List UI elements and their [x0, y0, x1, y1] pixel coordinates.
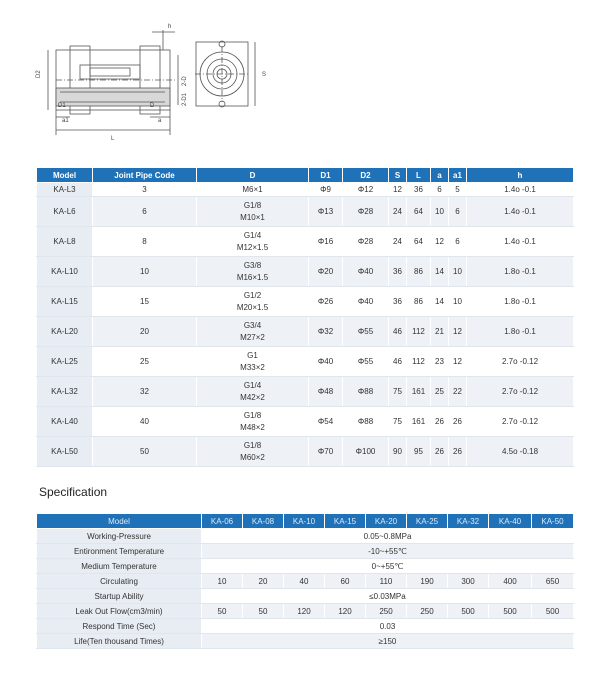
cell-d-line2: M10×1 — [240, 212, 265, 222]
cell-l: 86 — [407, 287, 431, 317]
cell-a: 12 — [431, 227, 449, 257]
cell-model: KA-L3 — [37, 183, 93, 197]
cell-a1: 10 — [449, 287, 467, 317]
spec-header-ka40: KA-40 — [489, 514, 532, 529]
spec-label: Leak Out Flow(cm3/min) — [37, 604, 202, 619]
label-d1: D1 — [58, 103, 66, 109]
spec-value: 0~+55℃ — [202, 559, 574, 574]
cell-a1: 10 — [449, 257, 467, 287]
spec-value: 650 — [532, 574, 574, 589]
spec-label: Working-Pressure — [37, 529, 202, 544]
cell-d — [197, 227, 309, 257]
cell-d-line1: G3/8 — [243, 260, 262, 270]
cell-d1: Φ13 — [309, 197, 343, 227]
label-d2: D2 — [36, 70, 42, 78]
cell-d2: Φ88 — [343, 407, 389, 437]
cell-a: 6 — [431, 183, 449, 197]
spec-value: 120 — [325, 604, 366, 619]
cell-d — [197, 437, 309, 467]
cell-a: 14 — [431, 257, 449, 287]
cell-l: 112 — [407, 317, 431, 347]
cell-l: 64 — [407, 227, 431, 257]
cell-d1: Φ20 — [309, 257, 343, 287]
cell-d-line2: M20×1.5 — [236, 302, 269, 312]
table-row — [37, 257, 574, 287]
spec-value: ≥150 — [202, 634, 574, 649]
cell-h: 2.7o -0.12 — [467, 347, 574, 377]
cell-d1: Φ16 — [309, 227, 343, 257]
cell-code: 3 — [93, 183, 197, 197]
spec-label: Medium Temperature — [37, 559, 202, 574]
cell-code: 6 — [93, 197, 197, 227]
cell-l: 36 — [407, 183, 431, 197]
cell-d-line2: M16×1.5 — [236, 272, 269, 282]
spec-header-ka10: KA-10 — [284, 514, 325, 529]
spec-value: -10~+55℃ — [202, 544, 574, 559]
spec-value: 40 — [284, 574, 325, 589]
spec-value: 20 — [243, 574, 284, 589]
spec-value: 120 — [284, 604, 325, 619]
cell-d — [197, 347, 309, 377]
spec-label: Respond Time (Sec) — [37, 619, 202, 634]
cell-d2: Φ12 — [343, 183, 389, 197]
spec-row-leak-out-flow — [37, 604, 574, 619]
spec-value: 110 — [366, 574, 407, 589]
spec-row-circulating — [37, 574, 574, 589]
table-row — [37, 227, 574, 257]
cell-d1: Φ32 — [309, 317, 343, 347]
label-l: L — [111, 136, 115, 142]
cell-model: KA-L32 — [37, 377, 93, 407]
spec-header-row — [37, 514, 574, 529]
cell-d2: Φ55 — [343, 347, 389, 377]
cell-a1: 22 — [449, 377, 467, 407]
spec-value: 500 — [532, 604, 574, 619]
cell-d1: Φ54 — [309, 407, 343, 437]
technical-drawing — [0, 0, 600, 160]
col-header-a: a — [431, 168, 449, 183]
cell-s: 36 — [389, 257, 407, 287]
cell-d-line1: G1/8 — [243, 440, 262, 450]
cell-d-line1: G1/8 — [243, 200, 262, 210]
cell-d-line1: G3/4 — [243, 320, 262, 330]
col-header-s: S — [389, 168, 407, 183]
col-header-h: h — [467, 168, 574, 183]
cell-code: 40 — [93, 407, 197, 437]
cell-model: KA-L40 — [37, 407, 93, 437]
spec-header-model: Model — [37, 514, 202, 529]
spec-header-ka15: KA-15 — [325, 514, 366, 529]
cell-s: 46 — [389, 347, 407, 377]
cell-s: 46 — [389, 317, 407, 347]
cell-d-line1: G1/2 — [243, 290, 262, 300]
dimensions-table — [36, 167, 574, 467]
table-row — [37, 437, 574, 467]
cell-a1: 6 — [449, 197, 467, 227]
cell-a: 25 — [431, 377, 449, 407]
cell-s: 90 — [389, 437, 407, 467]
cell-s: 75 — [389, 377, 407, 407]
cell-h: 1.4o -0.1 — [467, 183, 574, 197]
cell-d2: Φ28 — [343, 197, 389, 227]
cell-h: 2.7o -0.12 — [467, 377, 574, 407]
cell-d1: Φ70 — [309, 437, 343, 467]
cell-a1: 12 — [449, 347, 467, 377]
cell-d1: Φ26 — [309, 287, 343, 317]
cell-d — [197, 377, 309, 407]
cell-d2: Φ100 — [343, 437, 389, 467]
spec-value: 500 — [489, 604, 532, 619]
cell-code: 8 — [93, 227, 197, 257]
cell-l: 86 — [407, 257, 431, 287]
spec-header-ka50: KA-50 — [532, 514, 574, 529]
spec-label: Circulating — [37, 574, 202, 589]
cell-a: 26 — [431, 407, 449, 437]
spec-value: 0.03 — [202, 619, 574, 634]
cell-d2: Φ40 — [343, 287, 389, 317]
col-header-joint-pipe-code: Joint Pipe Code — [93, 168, 197, 183]
spec-value: 60 — [325, 574, 366, 589]
table-row — [37, 377, 574, 407]
col-header-d1: D1 — [309, 168, 343, 183]
cell-a1: 12 — [449, 317, 467, 347]
spec-label: Startup Ability — [37, 589, 202, 604]
spec-row-life — [37, 634, 574, 649]
cell-a: 14 — [431, 287, 449, 317]
spec-header-ka20: KA-20 — [366, 514, 407, 529]
cell-d-line1: G1/8 — [243, 410, 262, 420]
spec-header-ka06: KA-06 — [202, 514, 243, 529]
cell-a1: 5 — [449, 183, 467, 197]
spec-label: Life(Ten thousand Times) — [37, 634, 202, 649]
spec-label: Entironment Temperature — [37, 544, 202, 559]
spec-value: 50 — [202, 604, 243, 619]
cell-h: 1.8o -0.1 — [467, 317, 574, 347]
col-header-model: Model — [37, 168, 93, 183]
cell-d2: Φ40 — [343, 257, 389, 287]
cell-model: KA-L10 — [37, 257, 93, 287]
cell-a1: 6 — [449, 227, 467, 257]
cell-h: 1.4o -0.1 — [467, 197, 574, 227]
label-a1: a1 — [62, 118, 69, 124]
cell-d — [197, 197, 309, 227]
cell-d — [197, 317, 309, 347]
spec-value: 250 — [366, 604, 407, 619]
label-h: h — [168, 24, 172, 30]
cell-code: 15 — [93, 287, 197, 317]
label-2d1: 2-D1 — [182, 92, 188, 106]
cell-d-line1: G1/4 — [243, 230, 262, 240]
cell-h: 1.8o -0.1 — [467, 287, 574, 317]
cell-s: 36 — [389, 287, 407, 317]
cell-s: 24 — [389, 227, 407, 257]
label-a: a — [158, 118, 162, 124]
cell-d2: Φ55 — [343, 317, 389, 347]
cell-a: 10 — [431, 197, 449, 227]
cell-d2: Φ28 — [343, 227, 389, 257]
spec-row-respond-time — [37, 619, 574, 634]
cell-model: KA-L50 — [37, 437, 93, 467]
spec-value: 250 — [407, 604, 448, 619]
cell-l: 64 — [407, 197, 431, 227]
cell-h: 1.4o -0.1 — [467, 227, 574, 257]
cell-model: KA-L6 — [37, 197, 93, 227]
cell-code: 25 — [93, 347, 197, 377]
specification-table — [36, 513, 574, 649]
col-header-a1: a1 — [449, 168, 467, 183]
cell-d-line2: M48×2 — [240, 422, 265, 432]
label-2d: 2-D — [182, 76, 188, 86]
cell-code: 50 — [93, 437, 197, 467]
spec-header-ka32: KA-32 — [448, 514, 489, 529]
table-row — [37, 183, 574, 197]
spec-value: 300 — [448, 574, 489, 589]
table-row — [37, 197, 574, 227]
dimensions-header-row — [37, 168, 574, 183]
cell-h: 4.5o -0.18 — [467, 437, 574, 467]
cell-a: 23 — [431, 347, 449, 377]
cell-s: 75 — [389, 407, 407, 437]
spec-value: ≤0.03MPa — [202, 589, 574, 604]
cell-d — [197, 257, 309, 287]
spec-value: 0.05~0.8MPa — [202, 529, 574, 544]
cell-model: KA-L25 — [37, 347, 93, 377]
spec-header-ka08: KA-08 — [243, 514, 284, 529]
cell-d — [197, 407, 309, 437]
spec-header-ka25: KA-25 — [407, 514, 448, 529]
cell-d-line2: M27×2 — [240, 332, 265, 342]
label-s: S — [262, 72, 267, 78]
cell-code: 32 — [93, 377, 197, 407]
cell-code: 20 — [93, 317, 197, 347]
spec-row-environment-temperature — [37, 544, 574, 559]
cell-l: 161 — [407, 377, 431, 407]
cell-h: 1.8o -0.1 — [467, 257, 574, 287]
spec-value: 50 — [243, 604, 284, 619]
cell-model: KA-L20 — [37, 317, 93, 347]
cell-s: 12 — [389, 183, 407, 197]
cell-code: 10 — [93, 257, 197, 287]
cell-a: 26 — [431, 437, 449, 467]
cell-h: 2.7o -0.12 — [467, 407, 574, 437]
label-d: D — [150, 103, 155, 109]
col-header-l: L — [407, 168, 431, 183]
spec-value: 10 — [202, 574, 243, 589]
col-header-d2: D2 — [343, 168, 389, 183]
cell-d-line2: M60×2 — [240, 452, 265, 462]
cell-s: 24 — [389, 197, 407, 227]
cell-d1: Φ48 — [309, 377, 343, 407]
cell-d: M6×1 — [197, 183, 309, 197]
table-row — [37, 317, 574, 347]
cell-model: KA-L15 — [37, 287, 93, 317]
cell-d-line2: M33×2 — [240, 362, 265, 372]
cell-d2: Φ88 — [343, 377, 389, 407]
cell-d-line2: M12×1.5 — [236, 242, 269, 252]
spec-row-medium-temperature — [37, 559, 574, 574]
spec-value: 400 — [489, 574, 532, 589]
cell-d1: Φ9 — [309, 183, 343, 197]
table-row — [37, 287, 574, 317]
col-header-d: D — [197, 168, 309, 183]
cell-d — [197, 287, 309, 317]
cell-a1: 26 — [449, 437, 467, 467]
cell-d1: Φ40 — [309, 347, 343, 377]
table-row — [37, 407, 574, 437]
cell-d-line1: G1/4 — [243, 380, 262, 390]
spec-row-startup-ability — [37, 589, 574, 604]
cell-d-line2: M42×2 — [240, 392, 265, 402]
spec-value: 190 — [407, 574, 448, 589]
cell-a1: 26 — [449, 407, 467, 437]
spec-row-working-pressure — [37, 529, 574, 544]
cell-l: 112 — [407, 347, 431, 377]
cell-d-line1: G1 — [247, 350, 258, 360]
spec-value: 500 — [448, 604, 489, 619]
cell-l: 95 — [407, 437, 431, 467]
cell-l: 161 — [407, 407, 431, 437]
table-row — [37, 347, 574, 377]
cell-model: KA-L8 — [37, 227, 93, 257]
specification-title: Specification — [39, 485, 108, 499]
cell-a: 21 — [431, 317, 449, 347]
